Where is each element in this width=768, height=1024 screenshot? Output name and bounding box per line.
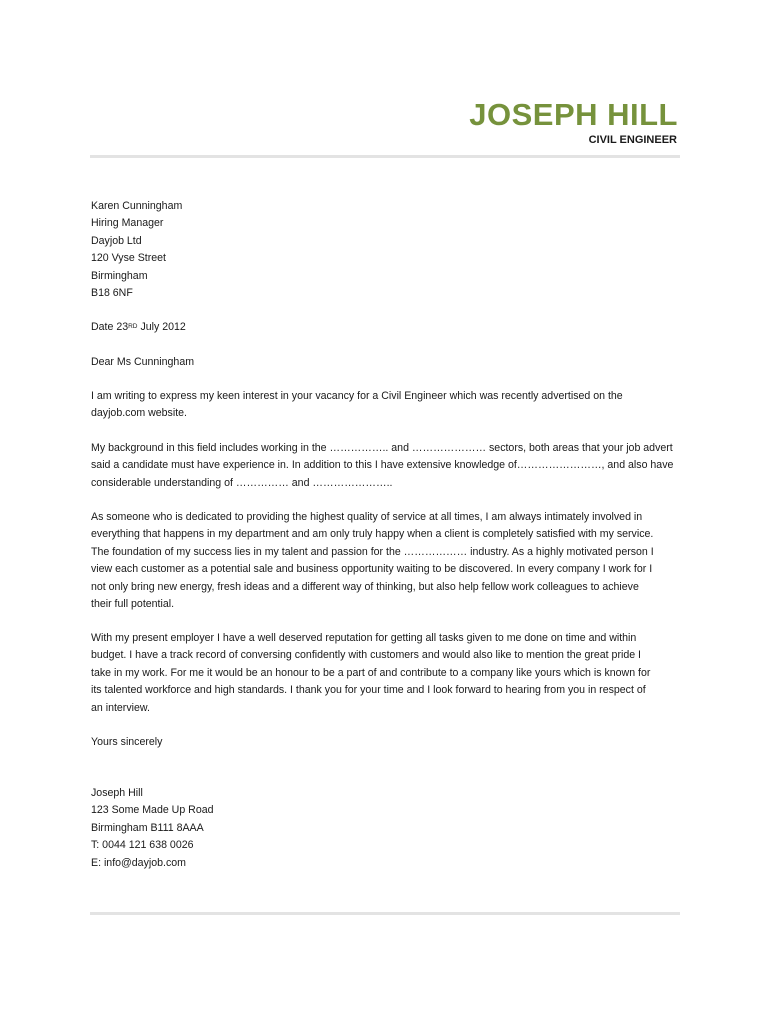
signature-phone: T: 0044 121 638 0026 bbox=[91, 839, 194, 852]
recipient-line: Karen Cunningham bbox=[91, 200, 183, 212]
signature-address-line: Birmingham B111 8AAA bbox=[91, 821, 204, 834]
recipient-line: B18 6NF bbox=[91, 287, 133, 300]
paragraph-dedication bbox=[91, 509, 681, 613]
paragraph-line: everything that happens in my department and am only truly happy when a client is completely satisfied with my service. bbox=[91, 528, 654, 541]
paragraph-line: take in my work. For me it would be an honour to be a part of and contribute to a company like yours which is known for bbox=[91, 666, 651, 679]
paragraph-line: view each customer as a potential sale and business opportunity waiting to be discovered. In every company I work for I bbox=[91, 563, 653, 576]
footer-divider bbox=[90, 912, 680, 915]
paragraph-line: not only bring new energy, fresh ideas and a different way of thinking, but also help fellow work colleagues to achieve bbox=[91, 580, 639, 593]
signature-block bbox=[91, 785, 681, 872]
applicant-job-title: CIVIL ENGINEER bbox=[588, 134, 677, 146]
paragraph-line: dayjob.com website. bbox=[91, 407, 187, 420]
recipient-line: Dayjob Ltd bbox=[91, 234, 142, 247]
date-prefix: Date 23 bbox=[91, 321, 129, 333]
date-ordinal-suffix: RD bbox=[128, 323, 138, 330]
paragraph-line: said a candidate must have experience in. In addition to this I have extensive knowledge of……………………, and also have bbox=[91, 459, 674, 472]
paragraph-line: With my present employer I have a well deserved reputation for getting all tasks given to me done on time and within bbox=[91, 632, 637, 644]
recipient-line: Hiring Manager bbox=[91, 217, 164, 230]
paragraph-line: I am writing to express my keen interest in your vacancy for a Civil Engineer which was recently advertised on the bbox=[91, 390, 623, 402]
recipient-address-block bbox=[91, 198, 681, 302]
closing bbox=[91, 734, 681, 751]
paragraph-introduction bbox=[91, 388, 681, 423]
signature-address-line: 123 Some Made Up Road bbox=[91, 804, 214, 817]
signature-name: Joseph Hill bbox=[91, 787, 143, 799]
closing-text: Yours sincerely bbox=[91, 736, 163, 748]
signature-email: E: info@dayjob.com bbox=[91, 856, 186, 869]
paragraph-line: budget. I have a track record of conversing confidently with customers and would also like to mention the great pride I bbox=[91, 649, 641, 662]
applicant-name-heading: JOSEPH HILL bbox=[469, 97, 678, 132]
recipient-line: Birmingham bbox=[91, 269, 148, 282]
letter-date bbox=[91, 319, 681, 336]
header-divider bbox=[90, 155, 680, 158]
salutation-text: Dear Ms Cunningham bbox=[91, 356, 195, 368]
paragraph-line: considerable understanding of …………… and ………………….. bbox=[91, 476, 393, 489]
salutation bbox=[91, 354, 681, 371]
paragraph-background bbox=[91, 440, 681, 492]
paragraph-line: The foundation of my success lies in my talent and passion for the ……………… industry. As a highly motivated person I bbox=[91, 545, 654, 558]
date-month-year: July 2012 bbox=[137, 321, 186, 333]
paragraph-line: its talented workforce and high standards. I thank you for your time and I look forward to hearing from you in respect of bbox=[91, 684, 646, 697]
paragraph-line: their full potential. bbox=[91, 598, 175, 611]
paragraph-present-employer bbox=[91, 630, 681, 717]
paragraph-line: My background in this field includes working in the …………….. and ………………… sectors, both areas that your job advert bbox=[91, 442, 673, 454]
paragraph-line: As someone who is dedicated to providing the highest quality of service at all times, I am always intimately involved in bbox=[91, 511, 643, 523]
paragraph-line: an interview. bbox=[91, 701, 150, 714]
recipient-line: 120 Vyse Street bbox=[91, 252, 166, 265]
